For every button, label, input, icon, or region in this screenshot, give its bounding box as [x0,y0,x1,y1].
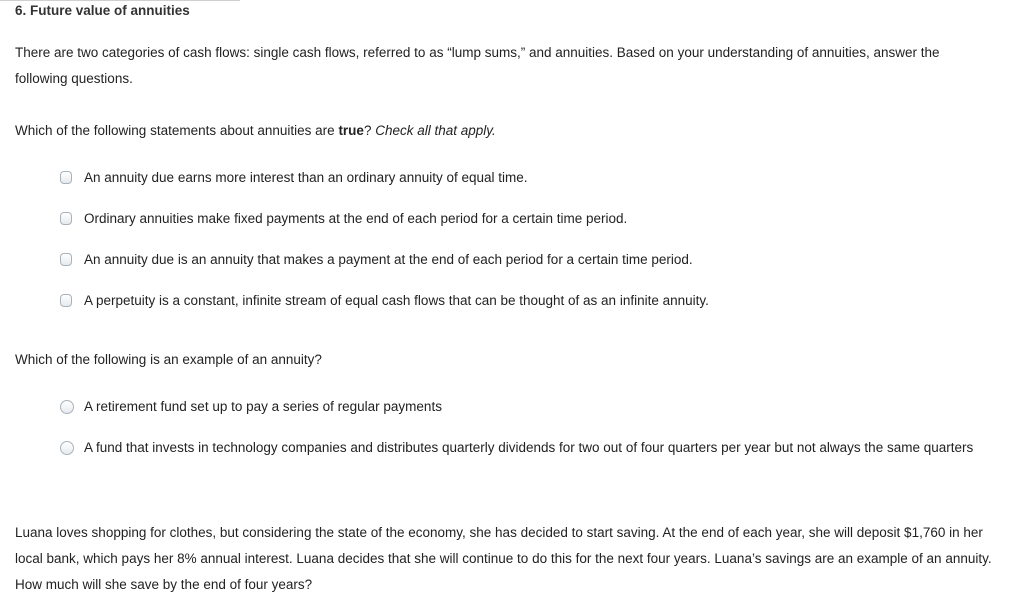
option-label: A fund that invests in technology companies and distributes quarterly dividends for two out of four quarters per year but not always the same quarters [84,440,974,455]
intro-paragraph: There are two categories of cash flows: single cash flows, referred to as “lump sums,” and annuities. Based on your understanding of annuities, answer the following questions. [15,45,940,86]
option-label: A perpetuity is a constant, infinite stream of equal cash flows that can be thought of as an infinite annuity. [84,293,709,308]
radio-button[interactable] [60,441,74,455]
question-1-prompt [15,118,994,144]
radio-button[interactable] [60,400,74,414]
question-1-prompt-start: Which of the following statements about annuities are [15,123,339,138]
checkbox[interactable] [60,294,72,307]
checkbox[interactable] [60,212,72,225]
question-3-scenario: Luana loves shopping for clothes, but considering the state of the economy, she has decided to start saving. At the end of each year, she will deposit $1,760 in her local bank, which pays her 8% annual interest. Luana decides that she will continue to do this for the next four years. Luana’s savings are an example of an annuity. How much will she save by the end of four years? [15,525,992,592]
question-1-instruction: Check all that apply. [375,123,496,138]
question-1-prompt-emphasis: true [338,123,364,138]
checkbox[interactable] [60,253,72,266]
option-label: Ordinary annuities make fixed payments at the end of each period for a certain time period. [84,211,628,226]
question-title: 6. Future value of annuities [15,3,190,18]
title-divider [0,0,240,1]
option-label: An annuity due is an annuity that makes a payment at the end of each period for a certain time period. [84,252,693,267]
question-2-prompt: Which of the following is an example of an annuity? [15,352,322,367]
option-label: An annuity due earns more interest than an ordinary annuity of equal time. [84,170,528,185]
option-label: A retirement fund set up to pay a series of regular payments [84,399,442,414]
question-1-prompt-mid: ? [363,123,376,138]
checkbox[interactable] [60,171,72,184]
